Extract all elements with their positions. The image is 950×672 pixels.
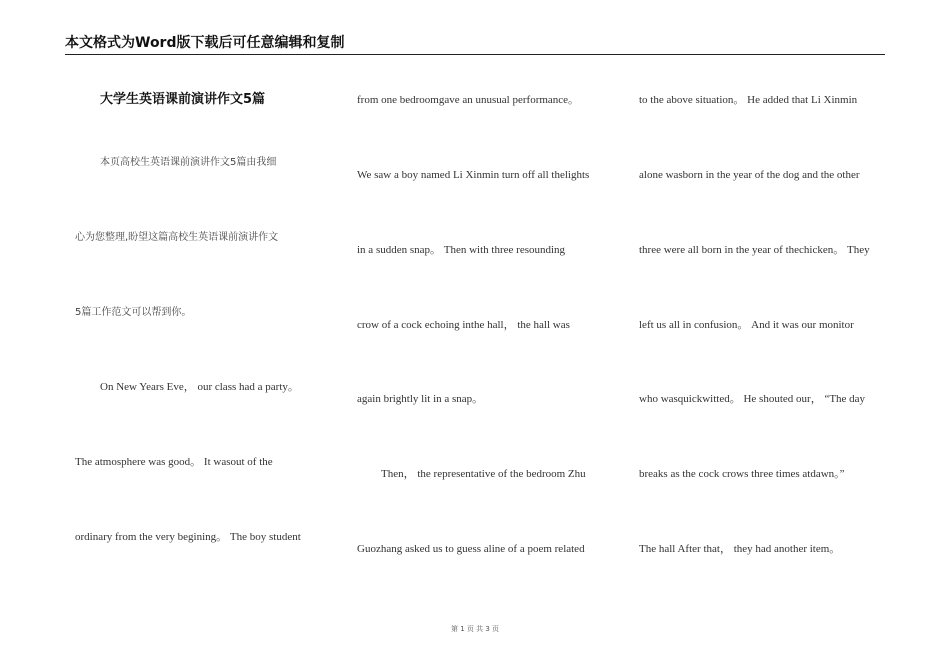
text-line: breaks as the cock crows three times atdawn。” <box>639 468 845 480</box>
text-line: three were all born in the year of thechicken。 They <box>639 244 870 256</box>
text-line: left us all in confusion。 And it was our monitor <box>639 319 854 331</box>
document-title: 大学生英语课前演讲作文5篇 <box>100 92 266 107</box>
text-line: On New Years Eve， our class had a party。 <box>100 381 299 393</box>
text-line: Guozhang asked us to guess aline of a poem related <box>357 543 585 555</box>
text-line: The hall After that， they had another item。 <box>639 543 841 555</box>
text-line: to the above situation。 He added that Li Xinmin <box>639 94 858 106</box>
header-title: 本文格式为Word版下载后可任意编辑和复制 <box>65 35 345 51</box>
text-line: ordinary from the very begining。 The boy student <box>75 531 301 543</box>
text-line: 本页高校生英语课前演讲作文5篇由我细 <box>100 157 277 168</box>
text-line: We saw a boy named Li Xinmin turn off all thelights <box>357 169 590 181</box>
page-footer <box>0 624 950 634</box>
text-line: 心为您整理,盼望这篇高校生英语课前演讲作文 <box>75 232 279 243</box>
text-line: alone wasborn in the year of the dog and the other <box>639 169 860 181</box>
text-line: crow of a cock echoing inthe hall， the hall was <box>357 319 570 331</box>
text-line: again brightly lit in a snap。 <box>357 393 484 405</box>
text-line: 5篇工作范文可以帮到你。 <box>75 307 192 318</box>
text-line: from one bedroomgave an unusual performance。 <box>357 94 580 106</box>
text-line: who wasquickwitted。 He shouted our， “The day <box>639 393 866 405</box>
text-line: in a sudden snap。 Then with three resounding <box>357 244 566 256</box>
text-line: Then， the representative of the bedroom Zhu <box>381 468 586 480</box>
text-line: The atmosphere was good。 It wasout of the <box>75 456 273 468</box>
page-number: 第 1 页 共 3 页 <box>450 625 500 633</box>
page-header <box>65 34 885 55</box>
